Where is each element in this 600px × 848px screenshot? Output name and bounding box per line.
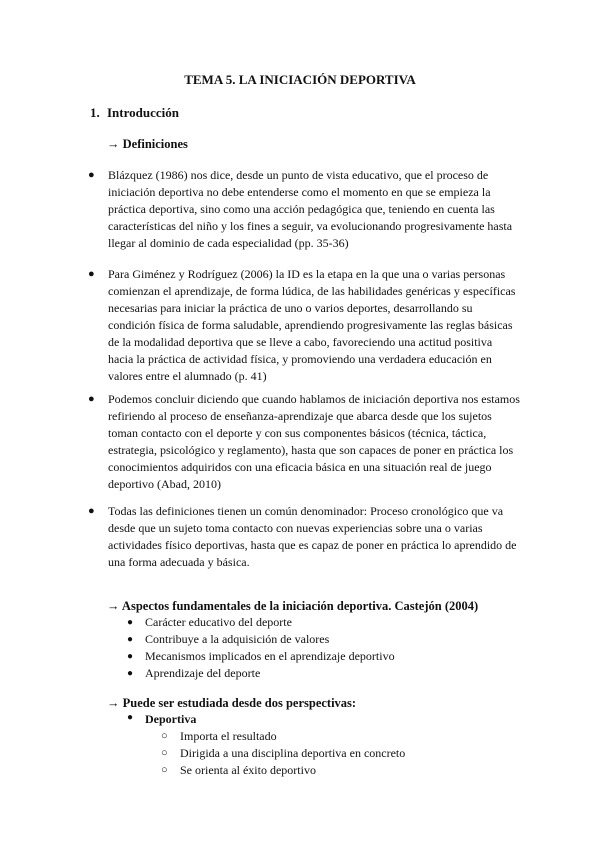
perspectives-heading: → Puede ser estudiada desde dos perspectivas: [107, 696, 357, 710]
bullet-icon: ● [127, 651, 134, 662]
circle-bullet-icon: ○ [161, 747, 168, 759]
section-number: 1. [90, 105, 100, 120]
list-item: ○ Dirigida a una disciplina deportiva en concreto [161, 746, 406, 760]
bullet-icon: ● [127, 668, 134, 679]
aspects-heading: → Aspectos fundamentales de la iniciación deportiva. Castejón (2004) [107, 599, 479, 613]
bullet-icon: ● [88, 505, 95, 517]
definition-item [88, 391, 520, 493]
list-item: ○ Importa el resultado [161, 729, 277, 743]
list-item: ○ Se orienta al éxito deportivo [161, 763, 316, 777]
section-heading [90, 105, 179, 121]
definition-item [88, 503, 520, 571]
definition-text: Blázquez (1986) nos dice, desde un punto de vista educativo, que el proceso de iniciación deportiva no debe entenderse como el momento en que se empieza la práctica deportiva, sino como una acción pedagógica que, teniendo en cuenta las características del niño y los fines a seguir, va evolucionando progresivamente hasta llegar al dominio de cada especialidad (pp. 35-36) [108, 168, 513, 250]
bullet-icon: ● [88, 169, 95, 181]
perspective-label: ● Deportiva [127, 712, 197, 726]
list-item: ● Carácter educativo del deporte [127, 615, 292, 629]
definition-text: Todas las definiciones tienen un común denominador: Proceso cronológico que va desde que un sujeto toma contacto con nuevas experiencias sobre una o varias actividades físico deportivas, hasta que es capaz de poner en práctica lo aprendido de una forma adecuada y básica. [108, 504, 517, 569]
definition-text: Para Giménez y Rodríguez (2006) la ID es la etapa en la que una o varias personas comienzan el aprendizaje, de forma lúdica, de las habilidades genéricas y específicas necesarias para iniciar la práctica de uno o varios deportes, desarrollando su condición física de forma saludable, aprendiendo progresivamente las reglas básicas de la modalidad deportiva que se lleve a cabo, favoreciendo una actitud positiva hacia la práctica de actividad física, y promoviendo una verdadera educación en valores entre el alumnado (p. 41) [108, 267, 516, 383]
circle-bullet-icon: ○ [161, 730, 168, 742]
list-item: ● Mecanismos implicados en el aprendizaje deportivo [127, 649, 395, 663]
bullet-icon: ● [127, 712, 134, 723]
definitions-heading: → Definiciones [107, 137, 188, 151]
list-item: ● Contribuye a la adquisición de valores [127, 632, 330, 646]
bullet-icon: ● [127, 617, 134, 628]
definition-item [88, 266, 520, 385]
circle-bullet-icon: ○ [161, 764, 168, 776]
document-title: TEMA 5. LA INICIACIÓN DEPORTIVA [184, 72, 416, 87]
definition-item [88, 167, 520, 252]
section-label: Introducción [107, 105, 179, 120]
bullet-icon: ● [127, 634, 134, 645]
aspects-list [127, 614, 395, 682]
perspective-items [161, 728, 406, 779]
definition-text: Podemos concluir diciendo que cuando hablamos de iniciación deportiva nos estamos refiriendo al proceso de enseñanza-aprendizaje que abarca desde que los sujetos toman contacto con el deporte y con sus componentes básicos (técnica, táctica, estrategia, psicológico y reglamento), hasta que son capaces de poner en práctica los conocimientos adquiridos con una eficacia básica en una situación real de juego deportivo (Abad, 2010) [108, 392, 520, 491]
list-item: ● Aprendizaje del deporte [127, 666, 261, 680]
bullet-icon: ● [88, 268, 95, 280]
bullet-icon: ● [88, 393, 95, 405]
